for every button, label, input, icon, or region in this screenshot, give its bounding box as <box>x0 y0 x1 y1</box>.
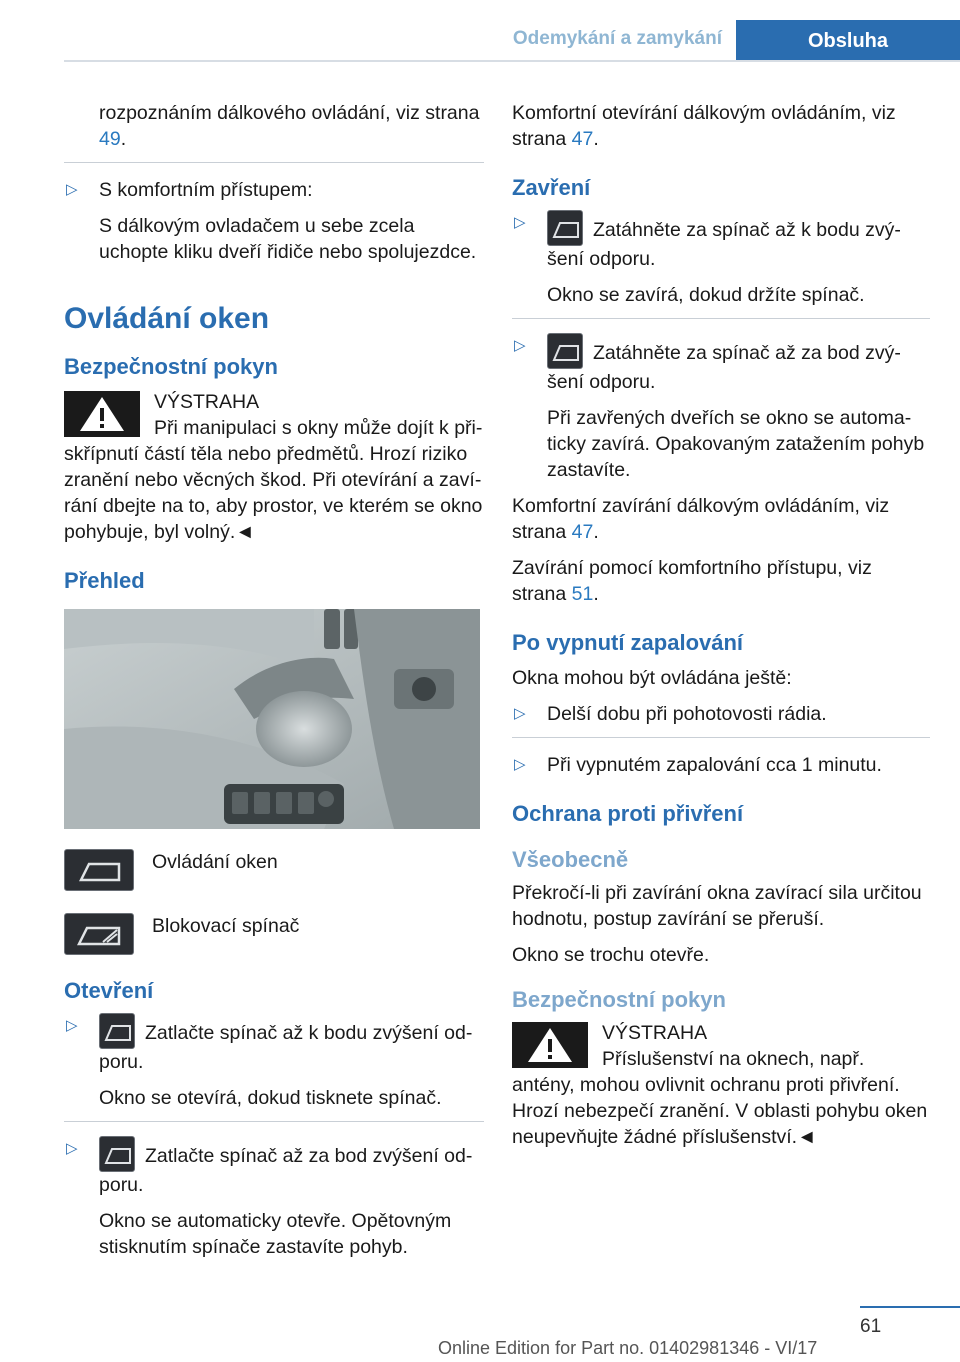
edition-note: Online Edition for Part no. 01402981346 - VI/17 <box>438 1338 818 1358</box>
list-item: ▷ Zatlačte spínač až k bodu zvýšení odporu. Okno se otevírá, dokud tisknete spínač. <box>64 1013 484 1111</box>
window-lock-icon <box>64 913 134 955</box>
list-item: ▷ S komfortním přístupem: S dálkovým ovladačem u sebe zcela uchopte kliku dveří řidiče nebo spolujezdce. <box>66 179 477 263</box>
intro-paragraph: rozpoznáním dálkového ovládání, viz strana 49. <box>99 102 480 150</box>
ignition-text: Okna mohou být ovládána ještě: <box>512 667 792 689</box>
window-switch-icon <box>547 210 583 246</box>
warning-triangle-icon <box>64 391 140 437</box>
legend-lock-label: Blokovací spínač <box>152 915 300 937</box>
comfort-open-paragraph: Komfortní otevírání dálkovým ovládáním, viz strana 47. <box>512 102 896 150</box>
warning-triangle-icon <box>512 1022 588 1068</box>
close-access-paragraph: Zavírání pomocí komfortního přístupu, viz strana 51. <box>512 557 872 605</box>
page-link-49[interactable]: 49 <box>99 128 121 150</box>
list-item: ▷ Zatáhněte za spínač až za bod zvýšení odporu. Při zavřených dveřích se okno se automaticky zavírá. Opakovaným zatažením pohyb zastavíte. <box>512 333 930 483</box>
page-number: 61 <box>860 1316 882 1337</box>
legend-lock-switch <box>64 913 484 955</box>
pinch-heading: Ochrana proti přivření <box>512 801 744 826</box>
warning-title: VÝSTRAHA <box>602 1022 708 1044</box>
bullet-triangle-icon: ▷ <box>66 181 78 198</box>
general-heading: Všeobecně <box>512 847 629 872</box>
separator <box>64 162 484 163</box>
page-link-47[interactable]: 47 <box>571 128 594 150</box>
bullet-triangle-icon: ▷ <box>514 705 526 722</box>
list-item: ▷ Delší dobu při pohotovosti rádia. <box>514 703 827 725</box>
warning-block <box>512 1020 930 1150</box>
separator <box>64 1121 484 1122</box>
header-section-title: Odemykání a zamykání <box>512 28 722 49</box>
list-item: ▷ Zatáhněte za spínač až k bodu zvýšení odporu. Okno se zavírá, dokud držíte spínač. <box>512 210 930 308</box>
bullet-triangle-icon: ▷ <box>66 1140 78 1157</box>
ignition-heading: Po vypnutí zapalování <box>512 630 744 655</box>
safety-heading: Bezpečnostní pokyn <box>64 354 278 379</box>
separator <box>512 737 930 738</box>
list-item: ▷ Při vypnutém zapalování cca 1 minutu. <box>514 754 882 776</box>
warning-block <box>64 389 484 545</box>
legend-window-switch <box>64 849 484 891</box>
header-chapter-tab <box>736 20 960 62</box>
window-switch-icon <box>64 849 134 891</box>
bullet-triangle-icon: ▷ <box>514 337 526 354</box>
warning-text: Příslušenství na oknech, např. antény, mohou ovlivnit ochranu proti přivření. Hrozí nebezpečí zranění. V oblasti pohybu oken neupevňujte žádné příslušenství.◄ <box>512 1048 928 1148</box>
warning-title: VÝSTRAHA <box>154 391 260 413</box>
general-text-2: Okno se trochu otevře. <box>512 944 710 966</box>
list-item: ▷ Zatlačte spínač až za bod zvýšení odporu. Okno se automaticky otevře. Opětovným stisknutím spínače zastavíte pohyb. <box>64 1136 484 1260</box>
window-switch-icon <box>99 1136 135 1172</box>
bullet-triangle-icon: ▷ <box>514 756 526 773</box>
general-text: Překročí-li při zavírání okna zavírací sila určitou hodnotu, postup zavírání se přeruší. <box>512 882 922 930</box>
overview-heading: Přehled <box>64 568 145 593</box>
comfort-close-paragraph: Komfortní zavírání dálkovým ovládáním, viz strana 47. <box>512 495 890 543</box>
window-switch-icon <box>99 1013 135 1049</box>
section-title: Ovládání oken <box>64 302 270 335</box>
close-heading: Zavření <box>512 175 591 200</box>
page-link-51[interactable]: 51 <box>571 583 594 605</box>
header-chapter-label: Obsluha <box>807 29 888 52</box>
footer-rule <box>860 1306 960 1308</box>
door-panel-photo <box>64 609 480 829</box>
safety-heading: Bezpečnostní pokyn <box>512 987 726 1012</box>
open-heading: Otevření <box>64 978 154 1003</box>
header-rule <box>64 60 960 62</box>
bullet-triangle-icon: ▷ <box>66 1017 78 1034</box>
separator <box>512 318 930 319</box>
left-column <box>64 100 484 1270</box>
right-column <box>512 100 930 1160</box>
legend-window-label: Ovládání oken <box>152 851 278 873</box>
bullet-triangle-icon: ▷ <box>514 214 526 231</box>
warning-text: Při manipulaci s okny může dojít k přiskřípnutí částí těla nebo předmětů. Hrozí riziko zranění nebo věcných škod. Při otevírání a zavírání dbejte na to, aby prostor, ve kterém se okno pohybuje, byl volný.◄ <box>64 417 483 543</box>
window-switch-icon <box>547 333 583 369</box>
page-link-47[interactable]: 47 <box>571 521 594 543</box>
